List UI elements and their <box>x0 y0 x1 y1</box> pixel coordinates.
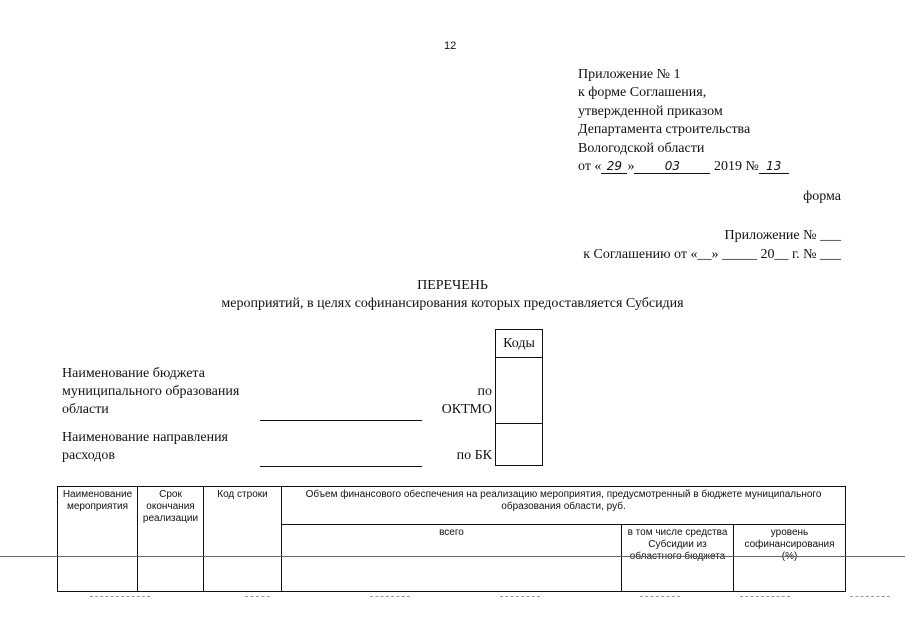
scan-artifact-line <box>0 556 905 557</box>
direction-label <box>62 429 228 465</box>
empty-cell <box>138 557 204 592</box>
scan-artifact-dash <box>245 596 270 597</box>
codes-header: Коды <box>496 330 542 358</box>
appendix-date-line <box>578 158 789 176</box>
appendix-line-2: к форме Соглашения, <box>578 85 707 101</box>
sub-subsidy-header: в том числе средства Субсидии из областного бюджета <box>622 525 734 592</box>
appendix-line-1: Приложение № 1 <box>578 67 681 82</box>
agreement-appendix-line-2: к Соглашению от «__» _____ 20__ г. № ___ <box>583 247 841 262</box>
budget-label-line-2: муниципального образования <box>62 384 240 399</box>
page-number: 12 <box>444 40 457 52</box>
scan-artifact-dash <box>90 596 150 597</box>
appendix-header <box>578 66 789 176</box>
appendix-line-4: Департамента строительства <box>578 122 751 138</box>
budget-label-line-3: области <box>62 402 109 417</box>
oktmo-label-line-2: ОКТМО <box>441 402 492 417</box>
scan-artifact-dash <box>850 596 890 597</box>
oktmo-label <box>430 383 492 419</box>
budget-label-line-1: Наименование бюджета <box>62 366 205 381</box>
date-prefix: от « <box>578 159 602 175</box>
agreement-appendix-line-1: Приложение № ___ <box>724 228 841 243</box>
col-deadline-header: Срок окончания реализации <box>138 487 204 557</box>
date-day: 29 <box>601 159 627 174</box>
empty-cell <box>58 557 138 592</box>
sub-level-header: уровень софинансирования (%) <box>734 525 846 592</box>
budget-label <box>62 365 239 419</box>
direction-label-line-1: Наименование направления <box>62 430 228 445</box>
empty-cell <box>282 557 622 592</box>
date-mid: » <box>627 159 635 175</box>
appendix-line-3: утвержденной приказом <box>578 103 723 119</box>
col-code-header: Код строки <box>204 487 282 557</box>
oktmo-label-line-1: по <box>477 384 492 399</box>
oktmo-code-cell <box>496 358 542 424</box>
date-number: 13 <box>759 159 789 174</box>
empty-cell <box>204 557 282 592</box>
direction-label-line-2: расходов <box>62 448 116 463</box>
col-name-header: Наименование мероприятия <box>58 487 138 557</box>
scan-artifact-dash <box>740 596 790 597</box>
appendix-line-5: Вологодской области <box>578 140 705 156</box>
budget-fill-line <box>260 420 422 421</box>
scan-artifact-dash <box>500 596 540 597</box>
date-year: 2019 № <box>713 159 759 175</box>
direction-fill-line <box>260 466 422 467</box>
forma-label: форма <box>803 189 841 204</box>
document-title: ПЕРЕЧЕНЬ <box>417 278 488 293</box>
agreement-appendix <box>583 226 841 264</box>
events-table <box>57 486 846 592</box>
scan-artifact-dash <box>640 596 680 597</box>
sub-total-header: всего <box>282 525 622 557</box>
codes-box <box>495 329 543 466</box>
document-subtitle: мероприятий, в целях софинансирования которых предоставляется Субсидия <box>221 296 684 311</box>
bk-label: по БК <box>456 448 492 463</box>
col-volume-header: Объем финансового обеспечения на реализацию мероприятия, предусмотренный в бюджете муниципального образования области, руб. <box>282 487 846 525</box>
scan-artifact-dash <box>370 596 410 597</box>
date-month: 03 <box>634 159 710 174</box>
